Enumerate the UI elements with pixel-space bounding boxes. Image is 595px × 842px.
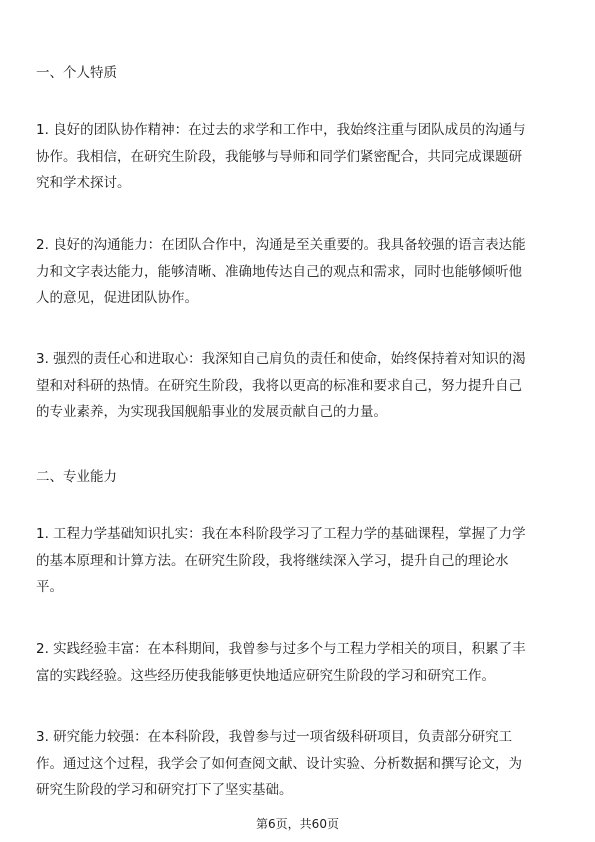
paragraph-line: 3. 研究能力较强：在本科阶段，我曾参与过一项省级科研项目，负责部分研究工: [36, 729, 513, 745]
paragraph-line: 力和文字表达能力，能够清晰、准确地传达自己的观点和需求，同时也能够倾听他: [36, 263, 522, 280]
paragraph-line: 研究生阶段的学习和研究打下了坚实基础。: [36, 782, 293, 798]
paragraph-line: 究和学术探讨。: [36, 175, 131, 191]
paragraph-teamwork: [36, 117, 560, 197]
paragraph-line: 的专业素养，为实现我国舰船事业的发展贡献自己的力量。: [36, 404, 387, 420]
page-number: 第6页，共60页: [256, 817, 339, 831]
paragraph-line: 作。通过这个过程，我学会了如何查阅文献、设计实验、分析数据和撰写论文，为: [36, 755, 522, 772]
paragraph-line: 平。: [36, 579, 63, 595]
section-heading-professional-skills: 二、专业能力: [36, 469, 117, 485]
section-heading-personal-traits: 一、个人特质: [36, 65, 117, 81]
paragraph-line: 1. 良好的团队协作精神：在过去的求学和工作中，我始终注重与团队成员的沟通与: [36, 122, 526, 138]
paragraph-line: 协作。我相信，在研究生阶段，我能够与导师和同学们紧密配合，共同完成课题研: [36, 148, 522, 165]
paragraph-line: 1. 工程力学基础知识扎实：我在本科阶段学习了工程力学的基础课程，掌握了力学: [36, 526, 526, 542]
paragraph-line: 的基本原理和计算方法。在研究生阶段，我将继续深入学习，提升自己的理论水: [36, 552, 509, 569]
paragraph-responsibility: [36, 346, 560, 426]
paragraph-line: 3. 强烈的责任心和进取心：我深知自己肩负的责任和使命，始终保持着对知识的渴: [36, 351, 526, 367]
paragraph-practical-experience: [36, 636, 560, 689]
paragraph-line: 人的意见，促进团队协作。: [36, 290, 198, 306]
paragraph-mechanics-foundation: [36, 521, 560, 601]
paragraph-line: 2. 良好的沟通能力：在团队合作中，沟通是至关重要的。我具备较强的语言表达能: [36, 237, 526, 253]
paragraph-line: 望和对科研的热情。在研究生阶段，我将以更高的标准和要求自己，努力提升自己: [36, 377, 522, 394]
paragraph-research-ability: [36, 724, 560, 804]
paragraph-line: 富的实践经验。这些经历使我能够更快地适应研究生阶段的学习和研究工作。: [36, 667, 495, 684]
paragraph-line: 2. 实践经验丰富：在本科期间，我曾参与过多个与工程力学相关的项目，积累了丰: [36, 641, 526, 657]
paragraph-communication: [36, 232, 560, 312]
